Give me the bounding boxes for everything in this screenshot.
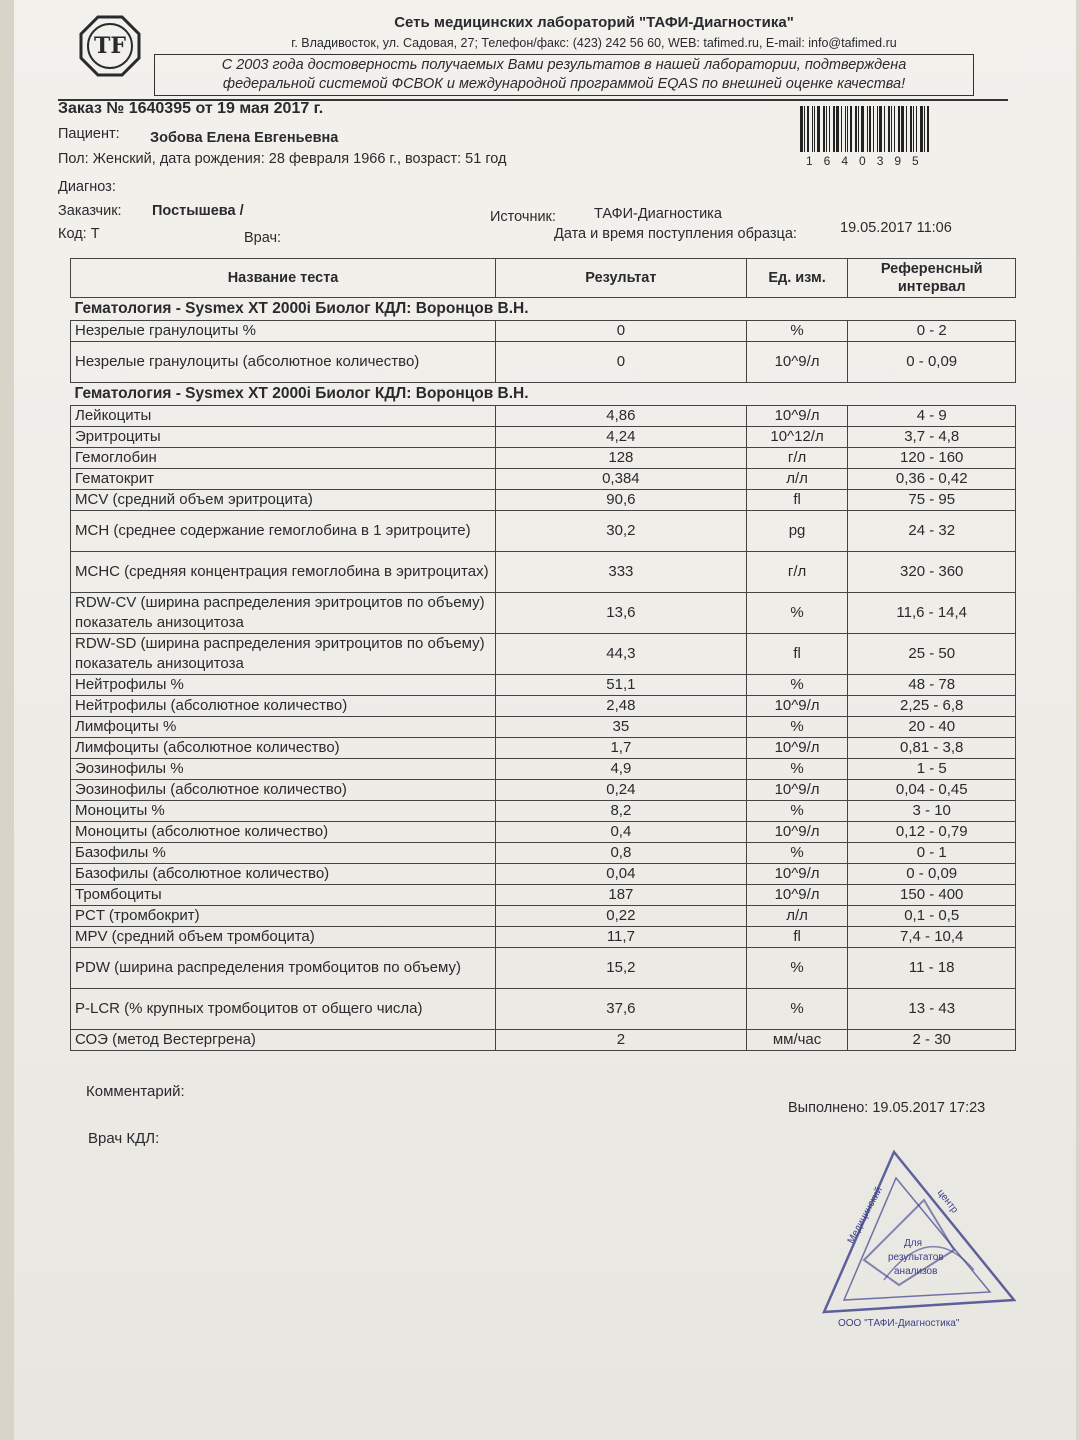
unit-cell: 10^9/л [746,822,848,843]
table-row [71,342,1016,383]
patient-sex-dob: Пол: Женский, дата рождения: 28 февраля 1966 г., возраст: 51 год [58,151,507,167]
result-cell: 0,8 [496,843,747,864]
reference-cell: 0 - 0,09 [848,342,1016,383]
unit-cell: 10^9/л [746,406,848,427]
barcode-bar [807,106,809,152]
test-name-cell: MCHC (средняя концентрация гемоглобина в эритроцитах) [71,552,496,593]
result-cell: 2,48 [496,696,747,717]
result-cell: 13,6 [496,593,747,634]
table-row [71,822,1016,843]
reference-cell: 0,81 - 3,8 [848,738,1016,759]
table-row [71,511,1016,552]
header-unit: Ед. изм. [746,259,848,298]
reference-cell: 0,1 - 0,5 [848,906,1016,927]
reference-cell: 0,36 - 0,42 [848,469,1016,490]
stamp-text-center-2: результатов [888,1252,944,1263]
unit-cell: % [746,948,848,989]
reference-cell: 320 - 360 [848,552,1016,593]
test-name-cell: Базофилы % [71,843,496,864]
reference-cell: 120 - 160 [848,448,1016,469]
test-name-cell: PCT (тромбокрит) [71,906,496,927]
lab-doctor-label: Врач КДЛ: [88,1130,160,1147]
barcode-bar [847,106,848,152]
unit-cell: 10^9/л [746,780,848,801]
test-name-cell: СОЭ (метод Вестергрена) [71,1030,496,1051]
unit-cell: pg [746,511,848,552]
barcode-bar [804,106,805,152]
barcode-bar [800,106,803,152]
barcode-bar [858,106,859,152]
unit-cell: fl [746,927,848,948]
source-label: Источник: [490,209,556,225]
barcode-bar [927,106,929,152]
barcode-bar [817,106,820,152]
header-reference: Референсный интервал [848,259,1016,298]
reference-cell: 11 - 18 [848,948,1016,989]
test-name-cell: Моноциты % [71,801,496,822]
reference-cell: 0 - 2 [848,321,1016,342]
result-cell: 4,9 [496,759,747,780]
result-cell: 0,22 [496,906,747,927]
barcode-bar [884,106,885,152]
stamp-text-center-1: Для [904,1238,923,1249]
table-row [71,759,1016,780]
barcode-bar [814,106,815,152]
reference-cell: 20 - 40 [848,717,1016,738]
result-cell: 44,3 [496,634,747,675]
test-name-cell: MCV (средний объем эритроцита) [71,490,496,511]
unit-cell: мм/час [746,1030,848,1051]
unit-cell: % [746,717,848,738]
received-value: 19.05.2017 11:06 [840,220,952,236]
barcode-bar [906,106,907,152]
completed-value: 19.05.2017 17:23 [872,1100,986,1116]
result-cell: 11,7 [496,927,747,948]
barcode-bar [901,106,904,152]
reference-cell: 11,6 - 14,4 [848,593,1016,634]
reference-cell: 25 - 50 [848,634,1016,675]
unit-cell: % [746,593,848,634]
test-name-cell: Лимфоциты (абсолютное количество) [71,738,496,759]
stamp-text-bottom: ООО "ТАФИ-Диагностика" [838,1318,960,1329]
barcode-bar [894,106,895,152]
result-cell: 51,1 [496,675,747,696]
reference-cell: 75 - 95 [848,490,1016,511]
test-name-cell: Эозинофилы % [71,759,496,780]
table-row [71,843,1016,864]
reference-cell: 13 - 43 [848,989,1016,1030]
barcode-bar [841,106,842,152]
result-cell: 128 [496,448,747,469]
section-header-row [71,383,1016,406]
barcode-bar [826,106,827,152]
test-name-cell: RDW-SD (ширина распределения эритроцитов по объему) показатель анизоцитоза [71,634,496,675]
result-cell: 1,7 [496,738,747,759]
reference-cell: 1 - 5 [848,759,1016,780]
table-row [71,406,1016,427]
table-header-row [71,259,1016,298]
unit-cell: % [746,989,848,1030]
test-name-cell: Эритроциты [71,427,496,448]
reference-cell: 2,25 - 6,8 [848,696,1016,717]
table-row [71,490,1016,511]
barcode-bar [873,106,874,152]
test-name-cell: Незрелые гранулоциты (абсолютное количество) [71,342,496,383]
section-title: Гематология - Sysmex XT 2000i Биолог КДЛ: Воронцов В.Н. [71,298,1016,321]
barcode-bar [879,106,882,152]
report-sheet [14,0,1076,1440]
source-value: ТАФИ-Диагностика [594,206,722,222]
barcode-bar [910,106,912,152]
test-name-cell: RDW-CV (ширина распределения эритроцитов по объему) показатель анизоцитоза [71,593,496,634]
unit-cell: г/л [746,448,848,469]
unit-cell: % [746,759,848,780]
table-row [71,948,1016,989]
barcode-bar [850,106,852,152]
table-row [71,927,1016,948]
test-name-cell: MPV (средний объем тромбоцита) [71,927,496,948]
stamp-text-right: центр [934,1187,961,1216]
test-name-cell: Лимфоциты % [71,717,496,738]
test-name-cell: Нейтрофилы % [71,675,496,696]
barcode-bar [836,106,839,152]
reference-cell: 4 - 9 [848,406,1016,427]
unit-cell: % [746,675,848,696]
result-cell: 0,4 [496,822,747,843]
order-barcode [800,106,940,152]
table-row [71,1030,1016,1051]
barcode-bar [861,106,864,152]
unit-cell: fl [746,634,848,675]
result-cell: 187 [496,885,747,906]
unit-cell: 10^9/л [746,738,848,759]
comment-label: Комментарий: [86,1083,185,1100]
completed-label: Выполнено: [788,1100,869,1116]
reference-cell: 3,7 - 4,8 [848,427,1016,448]
table-row [71,634,1016,675]
unit-cell: 10^9/л [746,864,848,885]
header-result: Результат [496,259,747,298]
order-title: Заказ № 1640395 от 19 мая 2017 г. [58,100,324,117]
reference-cell: 48 - 78 [848,675,1016,696]
table-row [71,321,1016,342]
table-row [71,738,1016,759]
lab-stamp [804,1140,1034,1340]
test-name-cell: Эозинофилы (абсолютное количество) [71,780,496,801]
result-cell: 0,384 [496,469,747,490]
table-row [71,885,1016,906]
customer-value: Постышева / [152,203,244,219]
unit-cell: 10^9/л [746,696,848,717]
test-name-cell: Гематокрит [71,469,496,490]
section-header-row [71,298,1016,321]
test-name-cell: Незрелые гранулоциты % [71,321,496,342]
lab-address: г. Владивосток, ул. Садовая, 27; Телефон/факс: (423) 242 56 60, WEB: tafimed.ru, E-mail: info@tafimed.ru [291,36,897,50]
logo-text: TF [94,33,126,59]
barcode-bar [877,106,878,152]
result-cell: 4,24 [496,427,747,448]
table-row [71,469,1016,490]
unit-cell: 10^12/л [746,427,848,448]
table-row [71,552,1016,593]
result-cell: 333 [496,552,747,593]
barcode-bar [916,106,917,152]
unit-cell: 10^9/л [746,342,848,383]
table-row [71,593,1016,634]
table-row [71,801,1016,822]
result-cell: 0 [496,321,747,342]
barcode-bar [823,106,825,152]
barcode-bar [898,106,900,152]
quality-notice [154,54,974,96]
result-cell: 90,6 [496,490,747,511]
result-cell: 35 [496,717,747,738]
received-label: Дата и время поступления образца: [554,226,797,242]
table-row [71,427,1016,448]
results-body [71,298,1016,1051]
result-cell: 30,2 [496,511,747,552]
doctor-label: Врач: [244,230,282,246]
barcode-bar [888,106,890,152]
unit-cell: % [746,321,848,342]
result-cell: 4,86 [496,406,747,427]
unit-cell: л/л [746,906,848,927]
barcode-bar [920,106,923,152]
test-name-cell: Лейкоциты [71,406,496,427]
barcode-bar [845,106,846,152]
reference-cell: 0 - 0,09 [848,864,1016,885]
test-name-cell: Тромбоциты [71,885,496,906]
table-row [71,717,1016,738]
table-row [71,696,1016,717]
test-name-cell: MCH (среднее содержание гемоглобина в 1 эритроците) [71,511,496,552]
barcode-number: 1640395 [806,154,930,168]
table-row [71,780,1016,801]
patient-label: Пациент: [58,126,120,142]
patient-name: Зобова Елена Евгеньевна [150,130,339,146]
table-row [71,448,1016,469]
test-name-cell: Моноциты (абсолютное количество) [71,822,496,843]
result-cell: 15,2 [496,948,747,989]
notice-line-1: С 2003 года достоверность получаемых Вами результатов в нашей лаборатории, подтверждена [221,57,907,73]
stamp-text-center-3: анализов [894,1266,938,1277]
test-name-cell: PDW (ширина распределения тромбоцитов по объему) [71,948,496,989]
unit-cell: fl [746,490,848,511]
code-label: Код: Т [58,226,100,242]
test-name-cell: Гемоглобин [71,448,496,469]
reference-cell: 7,4 - 10,4 [848,927,1016,948]
section-title: Гематология - Sysmex XT 2000i Биолог КДЛ: Воронцов В.Н. [71,383,1016,406]
reference-cell: 0,12 - 0,79 [848,822,1016,843]
result-cell: 37,6 [496,989,747,1030]
reference-cell: 0,04 - 0,45 [848,780,1016,801]
unit-cell: % [746,801,848,822]
completed-line [788,1100,985,1116]
barcode-bar [891,106,892,152]
unit-cell: л/л [746,469,848,490]
lab-logo [78,14,142,78]
barcode-bar [829,106,830,152]
reference-cell: 3 - 10 [848,801,1016,822]
unit-cell: % [746,843,848,864]
reference-cell: 150 - 400 [848,885,1016,906]
table-row [71,906,1016,927]
result-cell: 2 [496,1030,747,1051]
test-name-cell: P-LCR (% крупных тромбоцитов от общего числа) [71,989,496,1030]
barcode-bar [833,106,835,152]
test-name-cell: Нейтрофилы (абсолютное количество) [71,696,496,717]
lab-name: Сеть медицинских лабораторий "ТАФИ-Диагностика" [394,14,794,31]
notice-line-2: федеральной системой ФСВОК и международной программой EQAS по внешней оценке качества! [222,76,906,92]
customer-label: Заказчик: [58,203,122,219]
barcode-bar [869,106,871,152]
barcode-bar [855,106,857,152]
test-name-cell: Базофилы (абсолютное количество) [71,864,496,885]
table-row [71,675,1016,696]
results-table [70,258,1016,1051]
table-row [71,989,1016,1030]
diagnosis-label: Диагноз: [58,179,116,195]
barcode-bar [913,106,914,152]
unit-cell: г/л [746,552,848,593]
table-row [71,864,1016,885]
barcode-bar [867,106,868,152]
reference-cell: 0 - 1 [848,843,1016,864]
reference-cell: 24 - 32 [848,511,1016,552]
barcode-bar [924,106,925,152]
unit-cell: 10^9/л [746,885,848,906]
result-cell: 0 [496,342,747,383]
reference-cell: 2 - 30 [848,1030,1016,1051]
header-test-name: Название теста [71,259,496,298]
result-cell: 0,04 [496,864,747,885]
result-cell: 8,2 [496,801,747,822]
barcode-bar [812,106,813,152]
result-cell: 0,24 [496,780,747,801]
stamp-text-left: Медицинский [845,1185,885,1246]
